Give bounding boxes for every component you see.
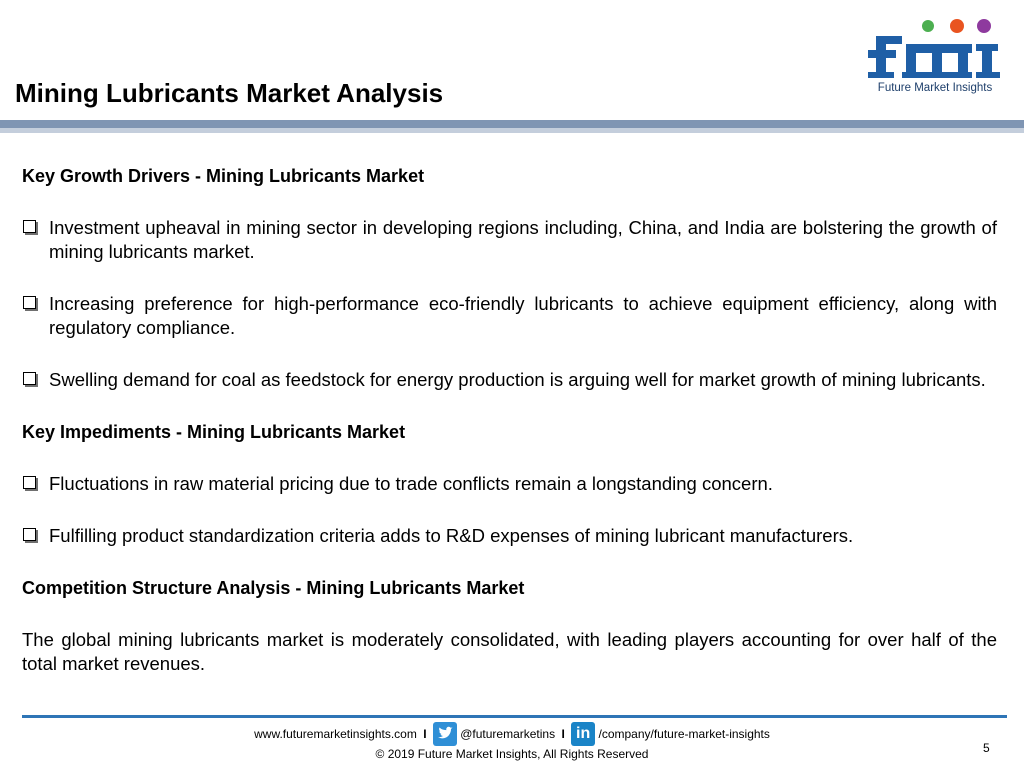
bullet-text: Investment upheaval in mining sector in developing regions including, China, and India are bolstering the growth of mining lubricants market.	[49, 217, 997, 262]
fmi-logo-mark	[862, 14, 1008, 82]
logo-caption: Future Market Insights	[877, 82, 993, 94]
flask-icon	[950, 19, 964, 33]
bullet-text: Increasing preference for high-performance eco-friendly lubricants to achieve equipment efficiency, along with regulatory compliance.	[49, 293, 997, 338]
footer-separator: I	[423, 727, 427, 741]
checkbox-bullet-icon	[23, 476, 36, 489]
website-link[interactable]: www.futuremarketinsights.com	[254, 727, 417, 741]
bullet-item	[22, 524, 997, 548]
section-heading-competition: Competition Structure Analysis - Mining Lubricants Market	[22, 578, 525, 598]
competition-paragraph: The global mining lubricants market is moderately consolidated, with leading players accounting for over half of the total market revenues.	[22, 629, 997, 674]
fmi-logo	[862, 14, 1008, 104]
bullet-item	[22, 292, 997, 340]
bullet-text: Swelling demand for coal as feedstock for energy production is arguing well for market growth of mining lubricants.	[49, 369, 986, 390]
checkbox-bullet-icon	[23, 528, 36, 541]
checkbox-bullet-icon	[23, 220, 36, 233]
bullet-text: Fluctuations in raw material pricing due to trade conflicts remain a longstanding concern.	[49, 473, 773, 494]
twitter-icon[interactable]	[433, 722, 457, 746]
checkbox-bullet-icon	[23, 296, 36, 309]
bullet-item	[22, 216, 997, 264]
copyright-notice: © 2019 Future Market Insights, All Rights Reserved	[375, 747, 649, 761]
checkbox-bullet-icon	[23, 372, 36, 385]
header-divider	[0, 120, 1024, 129]
footer-separator: I	[561, 727, 565, 741]
page-number: 5	[983, 741, 990, 755]
section-heading-growth-drivers: Key Growth Drivers - Mining Lubricants Market	[22, 166, 425, 186]
footer-links	[0, 722, 1024, 746]
globe-icon	[922, 20, 934, 32]
cart-icon	[977, 19, 991, 33]
slide-content	[22, 164, 997, 676]
section-heading-impediments: Key Impediments - Mining Lubricants Market	[22, 422, 406, 442]
footer-divider	[22, 715, 1007, 718]
twitter-handle-link[interactable]: @futuremarketins	[460, 727, 556, 741]
linkedin-icon[interactable]: in	[571, 722, 595, 746]
bullet-item	[22, 368, 997, 392]
linkedin-link[interactable]: /company/future-market-insights	[598, 727, 770, 741]
bullet-text: Fulfilling product standardization criteria adds to R&D expenses of mining lubricant manufacturers.	[49, 525, 854, 546]
page-title: Mining Lubricants Market Analysis	[15, 78, 444, 108]
bullet-item	[22, 472, 997, 496]
